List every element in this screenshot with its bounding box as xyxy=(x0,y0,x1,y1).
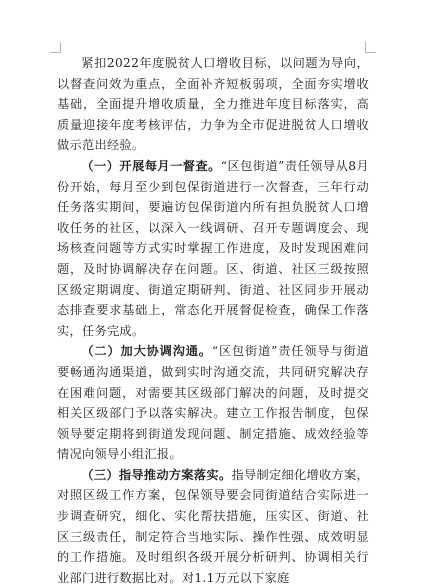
paragraph-text: 紧扣2022年度脱贫人口增收目标，以问题为导向，以督查问效为重点，全面补齐短板弱项，全面夯实增收基础，全面提升增收质量，全力推进年度目标落实，高质量迎接年度考核评估，力争为全市促进脱贫人口增收做示范出经验。 xyxy=(57,56,369,153)
section-3-paragraph xyxy=(57,465,369,588)
intro-paragraph xyxy=(57,53,369,156)
section-2-heading: （二）加大协调沟通。 xyxy=(81,344,212,359)
section-1-heading: （一）开展每月一督查。 xyxy=(81,158,221,173)
paragraph-text: 指导制定细化增收方案，对照区级工作方案，包保领导要会同街道结合实际进一步调查研究，细化、实化帮扶措施，压实区、街道、社区三级责任，制定符合当地实际、操作性强、成效明显的工作措施。及时组织各级开展分析研判、协调相关行业部门进行数据比对。对1.1万元以下家庭 xyxy=(57,467,369,585)
margin-corner-mark-right xyxy=(365,42,376,53)
document-body[interactable] xyxy=(57,53,369,588)
margin-corner-mark-left xyxy=(50,42,61,53)
section-1-paragraph xyxy=(57,156,369,341)
section-2-paragraph xyxy=(57,341,369,465)
section-3-heading: （三）指导推动方案落实。 xyxy=(81,467,232,482)
paragraph-text: “区包街道”责任领导与街道要畅通沟通渠道，做到实时沟通交流，共同研究解决存在困难问题，对需要其区级部门解决的问题，及时提交相关区级部门予以落实解决。建立工作报告制度，包保领导要定期将到街道发现问题、制定措施、成效经验等情况向领导小组汇报。 xyxy=(57,344,369,462)
paragraph-text: “区包街道”责任领导从8月份开始，每月至少到包保街道进行一次督查，三年行动任务落实期间，要遍访包保街道内所有担负脱贫人口增收任务的社区，以深入一线调研、召开专题调度会、现场核查问题等方式实时掌握工作进度，及时发现困难问题，及时协调解决存在问题。区、街道、社区三级按照区级定期调度、街道定期研判、街道、社区同步开展动态排查要求基础上，常态化开展督促检查，确保工作落实，任务完成。 xyxy=(57,158,369,338)
